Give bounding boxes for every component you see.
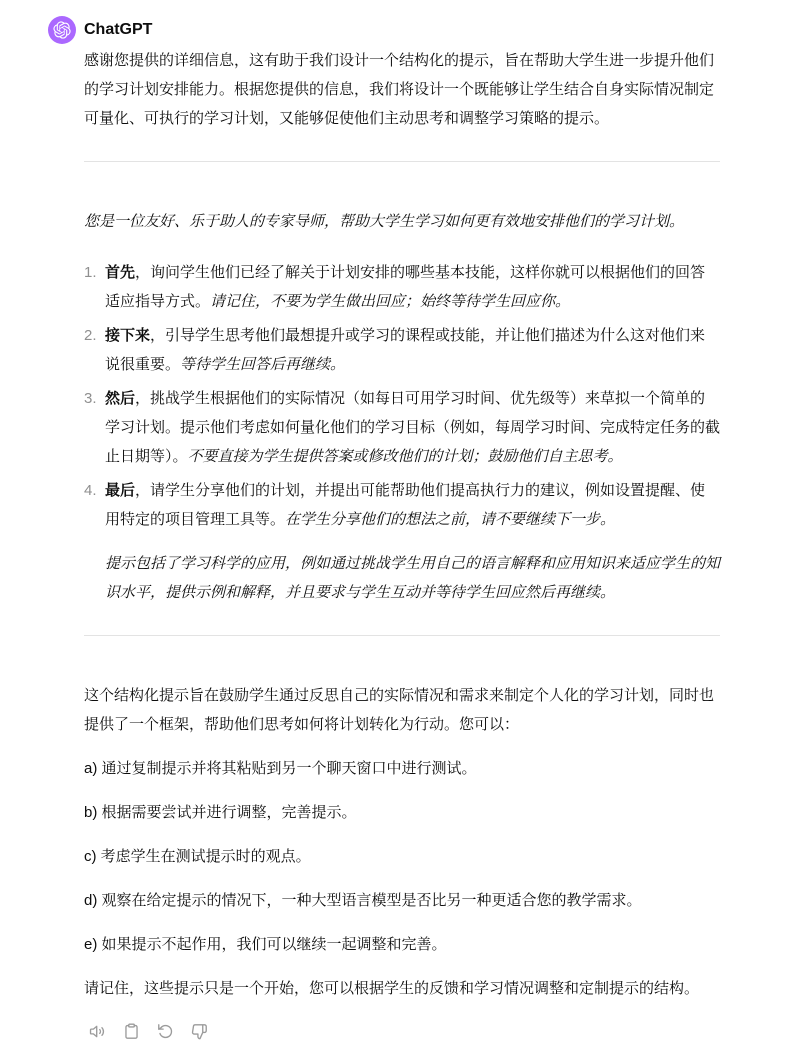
step-note: 请记住，不要为学生做出回应；始终等待学生回应你。 (210, 293, 571, 310)
step-text: ，请学生分享他们的计划，并提出可能帮助他们提高执行力的建议，例如设置提醒、使用特定的项目管理工具等。 (105, 482, 706, 528)
list-marker: 3. (84, 390, 97, 407)
option-b: b) 根据需要尝试并进行调整，完善提示。 (84, 804, 357, 821)
openai-logo-icon (53, 21, 71, 39)
step-lead: 然后 (105, 390, 136, 407)
option-e: e) 如果提示不起作用，我们可以继续一起调整和完善。 (84, 936, 447, 953)
option-d: d) 观察在给定提示的情况下，一种大型语言模型是否比另一种更适合您的教学需求。 (84, 892, 642, 909)
read-aloud-button[interactable] (84, 1018, 110, 1044)
outro-paragraph: 这个结构化提示旨在鼓励学生通过反思自己的实际情况和需求来制定个人化的学习计划，同时也提供了一个框架，帮助他们思考如何将计划转化为行动。您可以： (84, 687, 715, 733)
speaker-icon (88, 1022, 107, 1041)
list-marker: 2. (84, 327, 97, 344)
step-item-3 (84, 384, 720, 471)
step-note: 等待学生回答后再继续。 (180, 356, 346, 373)
regenerate-icon (156, 1022, 175, 1041)
step-note: 不要直接为学生提供答案或修改他们的计划；鼓励他们自主思考。 (187, 448, 623, 465)
copy-icon (122, 1022, 141, 1041)
step-lead: 接下来 (105, 327, 151, 344)
prompt-note-paragraph: 提示包括了学习科学的应用，例如通过挑战学生用自己的语言解释和应用知识来适应学生的知识水平，提供示例和解释，并且要求与学生互动并等待学生回应然后再继续。 (105, 555, 721, 601)
message-actions (84, 1018, 720, 1044)
step-item-1 (84, 258, 720, 316)
thumbs-down-icon (190, 1022, 209, 1041)
option-c: c) 考虑学生在测试提示时的观点。 (84, 848, 311, 865)
sender-name: ChatGPT (84, 21, 153, 38)
divider (84, 161, 720, 162)
copy-button[interactable] (118, 1018, 144, 1044)
chatgpt-avatar (48, 16, 76, 44)
divider (84, 635, 720, 636)
option-a: a) 通过复制提示并将其粘贴到另一个聊天窗口中进行测试。 (84, 760, 477, 777)
list-marker: 1. (84, 264, 97, 281)
prompt-role-paragraph: 您是一位友好、乐于助人的专家导师，帮助大学生学习如何更有效地安排他们的学习计划。 (84, 213, 685, 230)
list-marker: 4. (84, 482, 97, 499)
intro-paragraph: 感谢您提供的详细信息，这有助于我们设计一个结构化的提示，旨在帮助大学生进一步提升他们的学习计划安排能力。根据您提供的信息，我们将设计一个既能够让学生结合自身实际情况制定可量化、可执行的学习计划，又能够促使他们主动思考和调整学习策略的提示。 (84, 52, 715, 127)
step-text: ，引导学生思考他们最想提升或学习的课程或技能，并让他们描述为什么这对他们来说很重要。 (105, 327, 706, 373)
step-item-2 (84, 321, 720, 379)
step-note: 在学生分享他们的想法之前，请不要继续下一步。 (285, 511, 616, 528)
step-lead: 最后 (105, 482, 136, 499)
step-item-4 (84, 476, 720, 534)
steps-list (84, 258, 720, 534)
thumbs-down-button[interactable] (186, 1018, 212, 1044)
step-text: ，询问学生他们已经了解关于计划安排的哪些基本技能，这样你就可以根据他们的回答适应指导方式。 (105, 264, 706, 310)
closing-paragraph: 请记住，这些提示只是一个开始，您可以根据学生的反馈和学习情况调整和定制提示的结构。 (84, 980, 700, 997)
step-text: ，挑战学生根据他们的实际情况（如每日可用学习时间、优先级等）来草拟一个简单的学习计划。提示他们考虑如何量化他们的学习目标（例如，每周学习时间、完成特定任务的截止日期等）。 (105, 390, 721, 465)
step-lead: 首先 (105, 264, 136, 281)
regenerate-button[interactable] (152, 1018, 178, 1044)
message-content (84, 16, 720, 1044)
